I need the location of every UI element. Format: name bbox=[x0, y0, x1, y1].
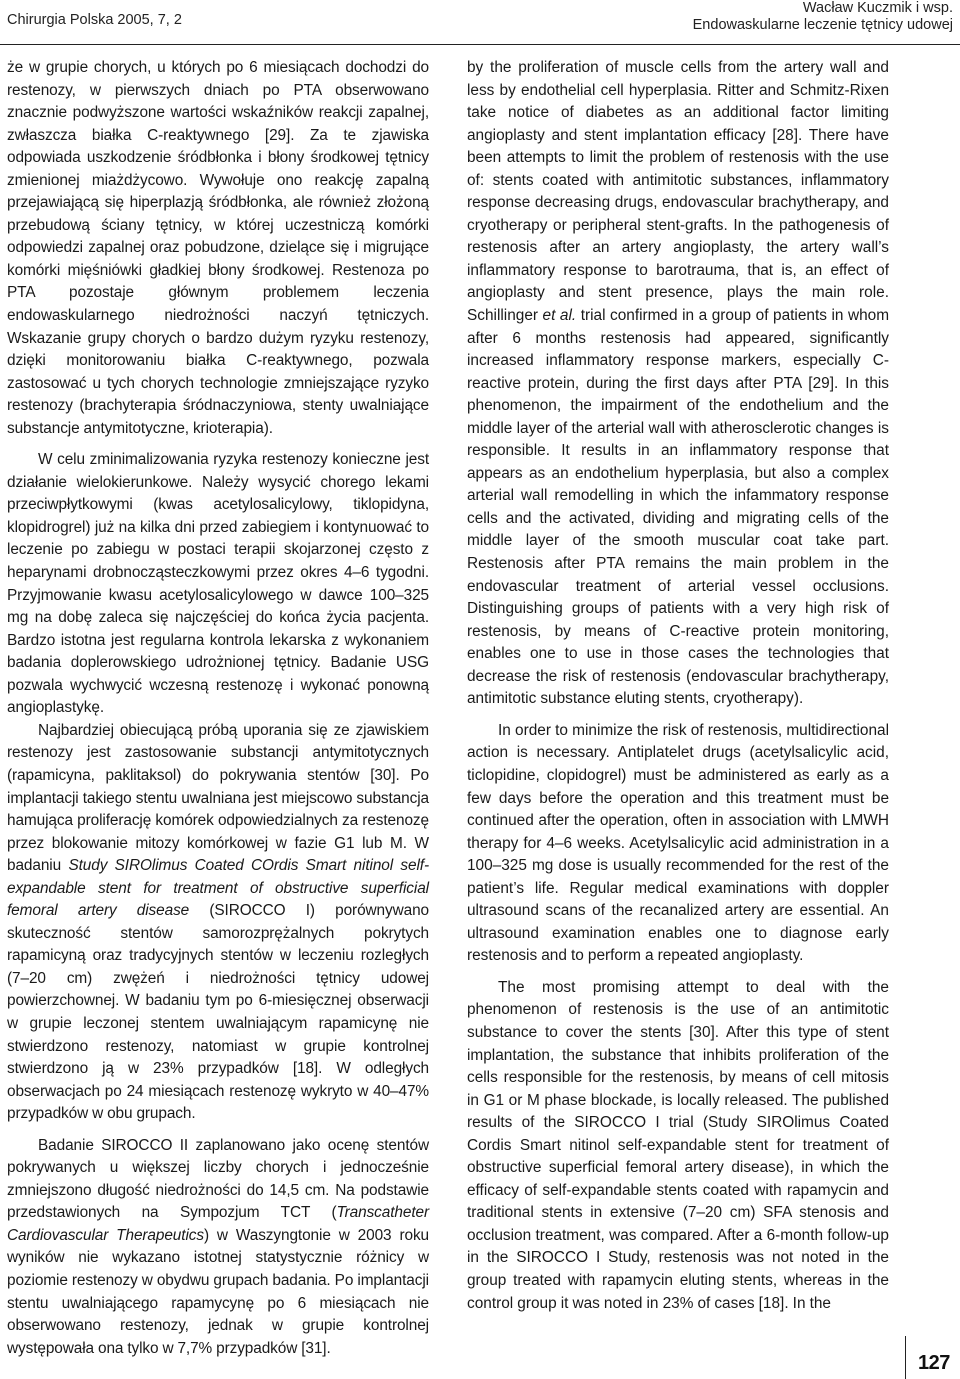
italic-text-run: Study SIROlimus Coated COrdis Smart nitinol self-expandable stent for treatment of obstructive superficial femoral artery disease bbox=[7, 857, 429, 920]
paragraph bbox=[7, 57, 429, 440]
italic-text-run: Transcatheter Cardiovascular Therapeutics bbox=[7, 1204, 429, 1244]
journal-header: Chirurgia Polska 2005, 7, 2 bbox=[7, 12, 182, 28]
text-run: In order to minimize the risk of restenosis, multidirectional action is necessary. Antiplatelet drugs (acetylsalicylic acid, ticlopidine, clopidogrel) must be administered as early as a few days before the operation and this treatment must be continued after the operation, often in association with LMWH therapy for 4–6 weeks. Acetylsalicylic acid administration in a 100–325 mg dose is usually recommended for the rest of the patient’s life. Regular medical examinations with doppler ultrasound scans of the recanalized artery are essential. An ultrasound examination enables one to diagnose early restenosis and to perform a repeated angioplasty. bbox=[467, 721, 889, 965]
polish-text-column bbox=[7, 57, 429, 1360]
paragraph bbox=[7, 449, 429, 720]
italic-text-run: et al. bbox=[542, 307, 577, 325]
page-number-rule bbox=[905, 1336, 906, 1379]
text-run: by the proliferation of muscle cells from the artery wall and less by endothelial cell hyperplasia. Ritter and Schmitz-Rixen take notice of diabetes as an additional factor limiting angioplasty and stent implantation efficacy [28]. There have been attempts to limit the problem of restenosis with the use of: stents coated with antimitotic substances, inflammatory response decreasing drugs, endovascular brachytherapy, and cryotherapy or peripheral stent-grafts. In the pathogenesis of restenosis after an artery angioplasty, the artery wall’s inflammatory response to barotrauma, that is, an effect of angioplasty and stent presence, plays the main role. Schillinger bbox=[467, 59, 889, 325]
text-run: że w grupie chorych, u których po 6 miesiącach dochodzi do restenozy, w pierwszych dniach po PTA obserwowano znacznie podwyższone wartości wskaźników reakcji zapalnej, zwłaszcza białka C-reaktywnego [29]. Za te zjawiska odpowiada uszkodzenie śródbłonka i błony środkowej tętnicy zmienionej miażdżycowo. Wywołuje ono reakcję zapalną przejawiającą się hiperplazją śródbłonka, ale również złożoną przebudową ściany tętnicy, w której uczestniczą komórki odpowiedzi zapalnej oraz pobudzone, dzielące się i migrujące komórki mięśniówki gładkiej błony środkowej. Restenoza po PTA pozostaje głównym problemem leczenia endowaskularnego niedrożności naczyń tętniczych. Wskazanie grupy chorych o bardzo dużym ryzyku restenozy, dzięki monitorowaniu białka C-reaktywnego, pozwala zastosować u tych chorych technologie zmniejszające ryzyko restenozy (brachyterapia śródnaczyniowa, stenty uwalniające substancje antymitotyczne, krioterapia). bbox=[7, 59, 429, 437]
paragraph bbox=[467, 977, 889, 1315]
header-rule bbox=[0, 44, 960, 45]
header-article-title: Endowaskularne leczenie tętnicy udowej bbox=[692, 17, 953, 33]
text-run: Badanie SIROCCO II zaplanowano jako ocenę stentów pokrywanych u większej liczby chorych i jednocześnie zmniejszono długość niedrożności do 14,5 cm. Na podstawie przedstawionych na Sympozjum TCT ( bbox=[7, 1136, 429, 1222]
page-number: 127 bbox=[918, 1352, 950, 1374]
paragraph bbox=[467, 57, 889, 711]
text-run: trial confirmed in a group of patients in whom after 6 months restenosis had appeared, significantly increased inflammatory response markers, especially C-reactive protein, during the first days after PTA [29]. In this phenomenon, the impairment of the endothelium and the middle layer of the arterial wall with atherosclerotic changes is responsible. It results in an inflammatory response that appears as an endothelium hyperplasia, but also a complex arterial wall remodelling in which the infammatory response cells and the activated, dividing and migrating cells of the middle layer of the smooth muscular coat take part. Restenosis after PTA remains the main problem in the endovascular treatment of arterial vessel occlusions. Distinguishing groups of patients with a very high risk of restenosis, by means of C-reactive protein monitoring, enables one to use in those cases the technologies that decrease the risk of restenosis (endovascular brachytherapy, antimitotic substance eluting stents, cryotherapy). bbox=[467, 307, 890, 708]
paragraph bbox=[467, 720, 889, 968]
text-run: ) w Waszyngtonie w 2003 roku wyników nie wykazano istotnej statystycznie różnicy w poziomie restenozy w obydwu grupach badania. Po implantacji stentu uwalniającego rapamycynę po 6 miesiącach nie obserwowano restenozy, jednak w grupie kontrolnej występowała ona tylko w 7,7% przypadków [31]. bbox=[7, 1226, 429, 1357]
text-run: W celu zminimalizowania ryzyka restenozy konieczne jest działanie wielokierunkowe. Należy wysycić chorego lekami przeciwpłytkowymi (kwas acetylosalicylowy, tiklopidyna, klopidrogrel) już na kilka dni przed zabiegiem i kontynuować to leczenie po zabiegu w postaci terapii skojarzonej często z heparynami drobnocząsteczkowymi przez okres 4–6 tygodni. Przyjmowanie kwasu acetylosalicylowego w dawce 100–325 mg na dobę zaleca się najczęściej do końca życia pacjenta. Bardzo istotna jest regularna kontrola lekarska z wykonaniem badania doplerowskiego udrożnionej tętnicy. Badanie USG pozwala wychwycić wczesną restenozę i wykonać ponowną angioplastykę. bbox=[7, 451, 429, 717]
text-run: Najbardziej obiecującą próbą uporania się ze zjawiskiem restenozy jest zastosowanie substancji antymitotycznych (rapamicyna, paklitaksol) do pokrywania stentów [30]. Po implantacji takiego stentu uwalniana jest miejscowo substancja hamująca proliferację komórek odpowiedzialnych za restenozę przez blokowanie mitozy komórkowej w fazie G1 lub M. W badaniu bbox=[7, 721, 429, 875]
text-run: The most promising attempt to deal with the phenomenon of restenosis is the use of an antimitotic substance to cover the stents [30]. After this type of stent implantation, the substance that inhibits proliferation of the cells responsible for the restenosis, by means of cell mitosis in G1 or M phase blockade, is locally released. The published results of the SIROCCO I trial (Study SIROlimus Coated Cordis Smart nitinol self-expandable stent for treatment of obstructive superficial femoral artery disease), in which the efficacy of self-expandable stents coated with rapamycin and traditional stents in extensive (7–20 cm) SFA stenosis and occlusion treatment, was compared. After a 6-month follow-up in the SIROCCO I Study, restenosis was not noted in the group treated with rapamycin eluting stents, whereas in the control group it was noted in 23% of cases [18]. In the bbox=[467, 978, 889, 1312]
paragraph bbox=[7, 720, 429, 1126]
header-authors: Wacław Kuczmik i wsp. bbox=[802, 0, 953, 16]
english-text-column bbox=[467, 57, 889, 1315]
paragraph bbox=[7, 1135, 429, 1360]
running-header bbox=[693, 0, 953, 34]
text-run: (SIROCCO I) porównywano skuteczność stentów samorozprężalnych pokrytych rapamicyną oraz tradycyjnych stentów w leczeniu rozległych (7–20 cm) zwężeń i niedrożności tętnicy udowej powierzchownej. W badaniu tym po 6-miesięcznej obserwacji w grupie leczonej stentem uwalniającym rapamicynę nie stwierdzono restenozy, natomiast w grupie kontrolnej stwierdzono ją w 23% przypadków [18]. W odległych obserwacjach po 24 miesiącach restenozę wykryto w 40–47% przypadków w obu grupach. bbox=[7, 902, 429, 1123]
